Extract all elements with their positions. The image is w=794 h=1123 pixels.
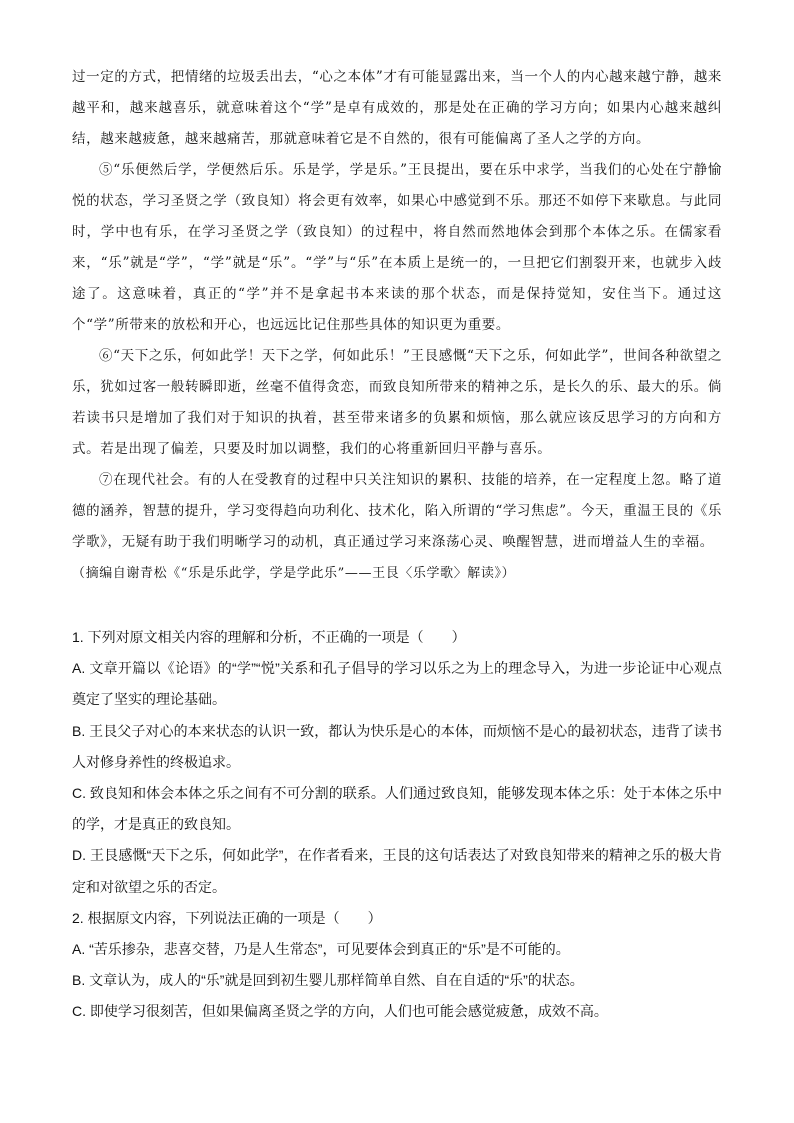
question-2-option-c: C. 即使学习很刻苦，但如果偏离圣贤之学的方向，人们也可能会感觉疲惫，成效不高。 [72,1003,608,1020]
question-2-option-b: B. 文章认为，成人的“乐”就是回到初生婴儿那样简单自然、自在自适的“乐”的状态。 [72,972,584,989]
question-2-option-a: A. “苦乐掺杂，悲喜交替，乃是人生常态”，可见要体会到真正的“乐”是不可能的。 [72,941,570,958]
reading-passage [72,62,722,589]
paragraph-4-tail: 过一定的方式，把情绪的垃圾丢出去，“心之本体”才有可能显露出来，当一个人的内心越来越宁静，越来越平和，越来越喜乐，就意味着这个“学”是卓有成效的，那是处在正确的学习方向；如果内心越来越纠结，越来越疲惫，越来越痛苦，那就意味着它是不自然的，很有可能偏离了圣人之学的方向。 [72,69,722,147]
question-1-option-d: D. 王艮感慨“天下之乐，何如此学”，在作者看来，王艮的这句话表达了对致良知带来的精神之乐的极大肯定和对欲望之乐的否定。 [72,847,722,895]
question-2-stem: 2. 根据原文内容，下列说法正确的一项是（ ） [72,909,382,926]
question-1-option-a: A. 文章开篇以《论语》的“学”“悦”关系和孔子倡导的学习以乐之为上的理念导入，为进一步论证中心观点奠定了坚实的理论基础。 [72,660,722,708]
question-1-option-b: B. 王艮父子对心的本来状态的认识一致，都认为快乐是心的本体，而烦恼不是心的最初状态，违背了读书人对修身养性的终极追求。 [72,722,722,770]
source-citation: （摘编自谢青松《“乐是乐此学，学是学此乐”——王艮〈乐学歌〉解读》） [72,566,516,581]
paragraph-6: ⑥“天下之乐，何如此学！天下之学，何如此乐！”王艮感慨“天下之乐，何如此学”，世间各种欲望之乐，犹如过客一般转瞬即逝，丝毫不值得贪恋，而致良知所带来的精神之乐，是长久的乐、最大的乐。倘若读书只是增加了我们对于知识的执着，甚至带来诸多的负累和烦恼，那么就应该反思学习的方向和方式。若是出现了偏差，只要及时加以调整，我们的心将重新回归平静与喜乐。 [72,348,722,457]
question-1-stem: 1. 下列对原文相关内容的理解和分析，不正确的一项是（ ） [72,629,466,645]
paragraph-7: ⑦在现代社会。有的人在受教育的过程中只关注知识的累积、技能的培养，在一定程度上忽。略了道德的涵养，智慧的提升，学习变得趋向功利化、技术化，陷入所谓的“学习焦虑”。今天，重温王艮的《乐学歌》，无疑有助于我们明晰学习的动机，真正通过学习来涤荡心灵、唤醒智慧，进而增益人生的幸福。 [72,472,722,550]
question-section [72,622,722,1028]
paragraph-5: ⑤“乐便然后学，学便然后乐。乐是学，学是乐。”王艮提出，要在乐中求学，当我们的心处在宁静愉悦的状态，学习圣贤之学（致良知）将会更有效率，如果心中感觉到不乐。那还不如停下来歇息。与此同时，学中也有乐，在学习圣贤之学（致良知）的过程中，将自然而然地体会到那个本体之乐。在儒家看来，“乐”就是“学”，“学”就是“乐”。“学”与“乐”在本质上是统一的，一旦把它们割裂开来，也就步入歧途了。这意味着，真正的“学”并不是拿起书本来读的那个状态，而是保持觉知，安住当下。通过这个“学”所带来的放松和开心，也远远比记住那些具体的知识更为重要。 [72,162,722,333]
question-1-option-c: C. 致良知和体会本体之乐之间有不可分割的联系。人们通过致良知，能够发现本体之乐：处于本体之乐中的学，才是真正的致良知。 [72,785,722,833]
